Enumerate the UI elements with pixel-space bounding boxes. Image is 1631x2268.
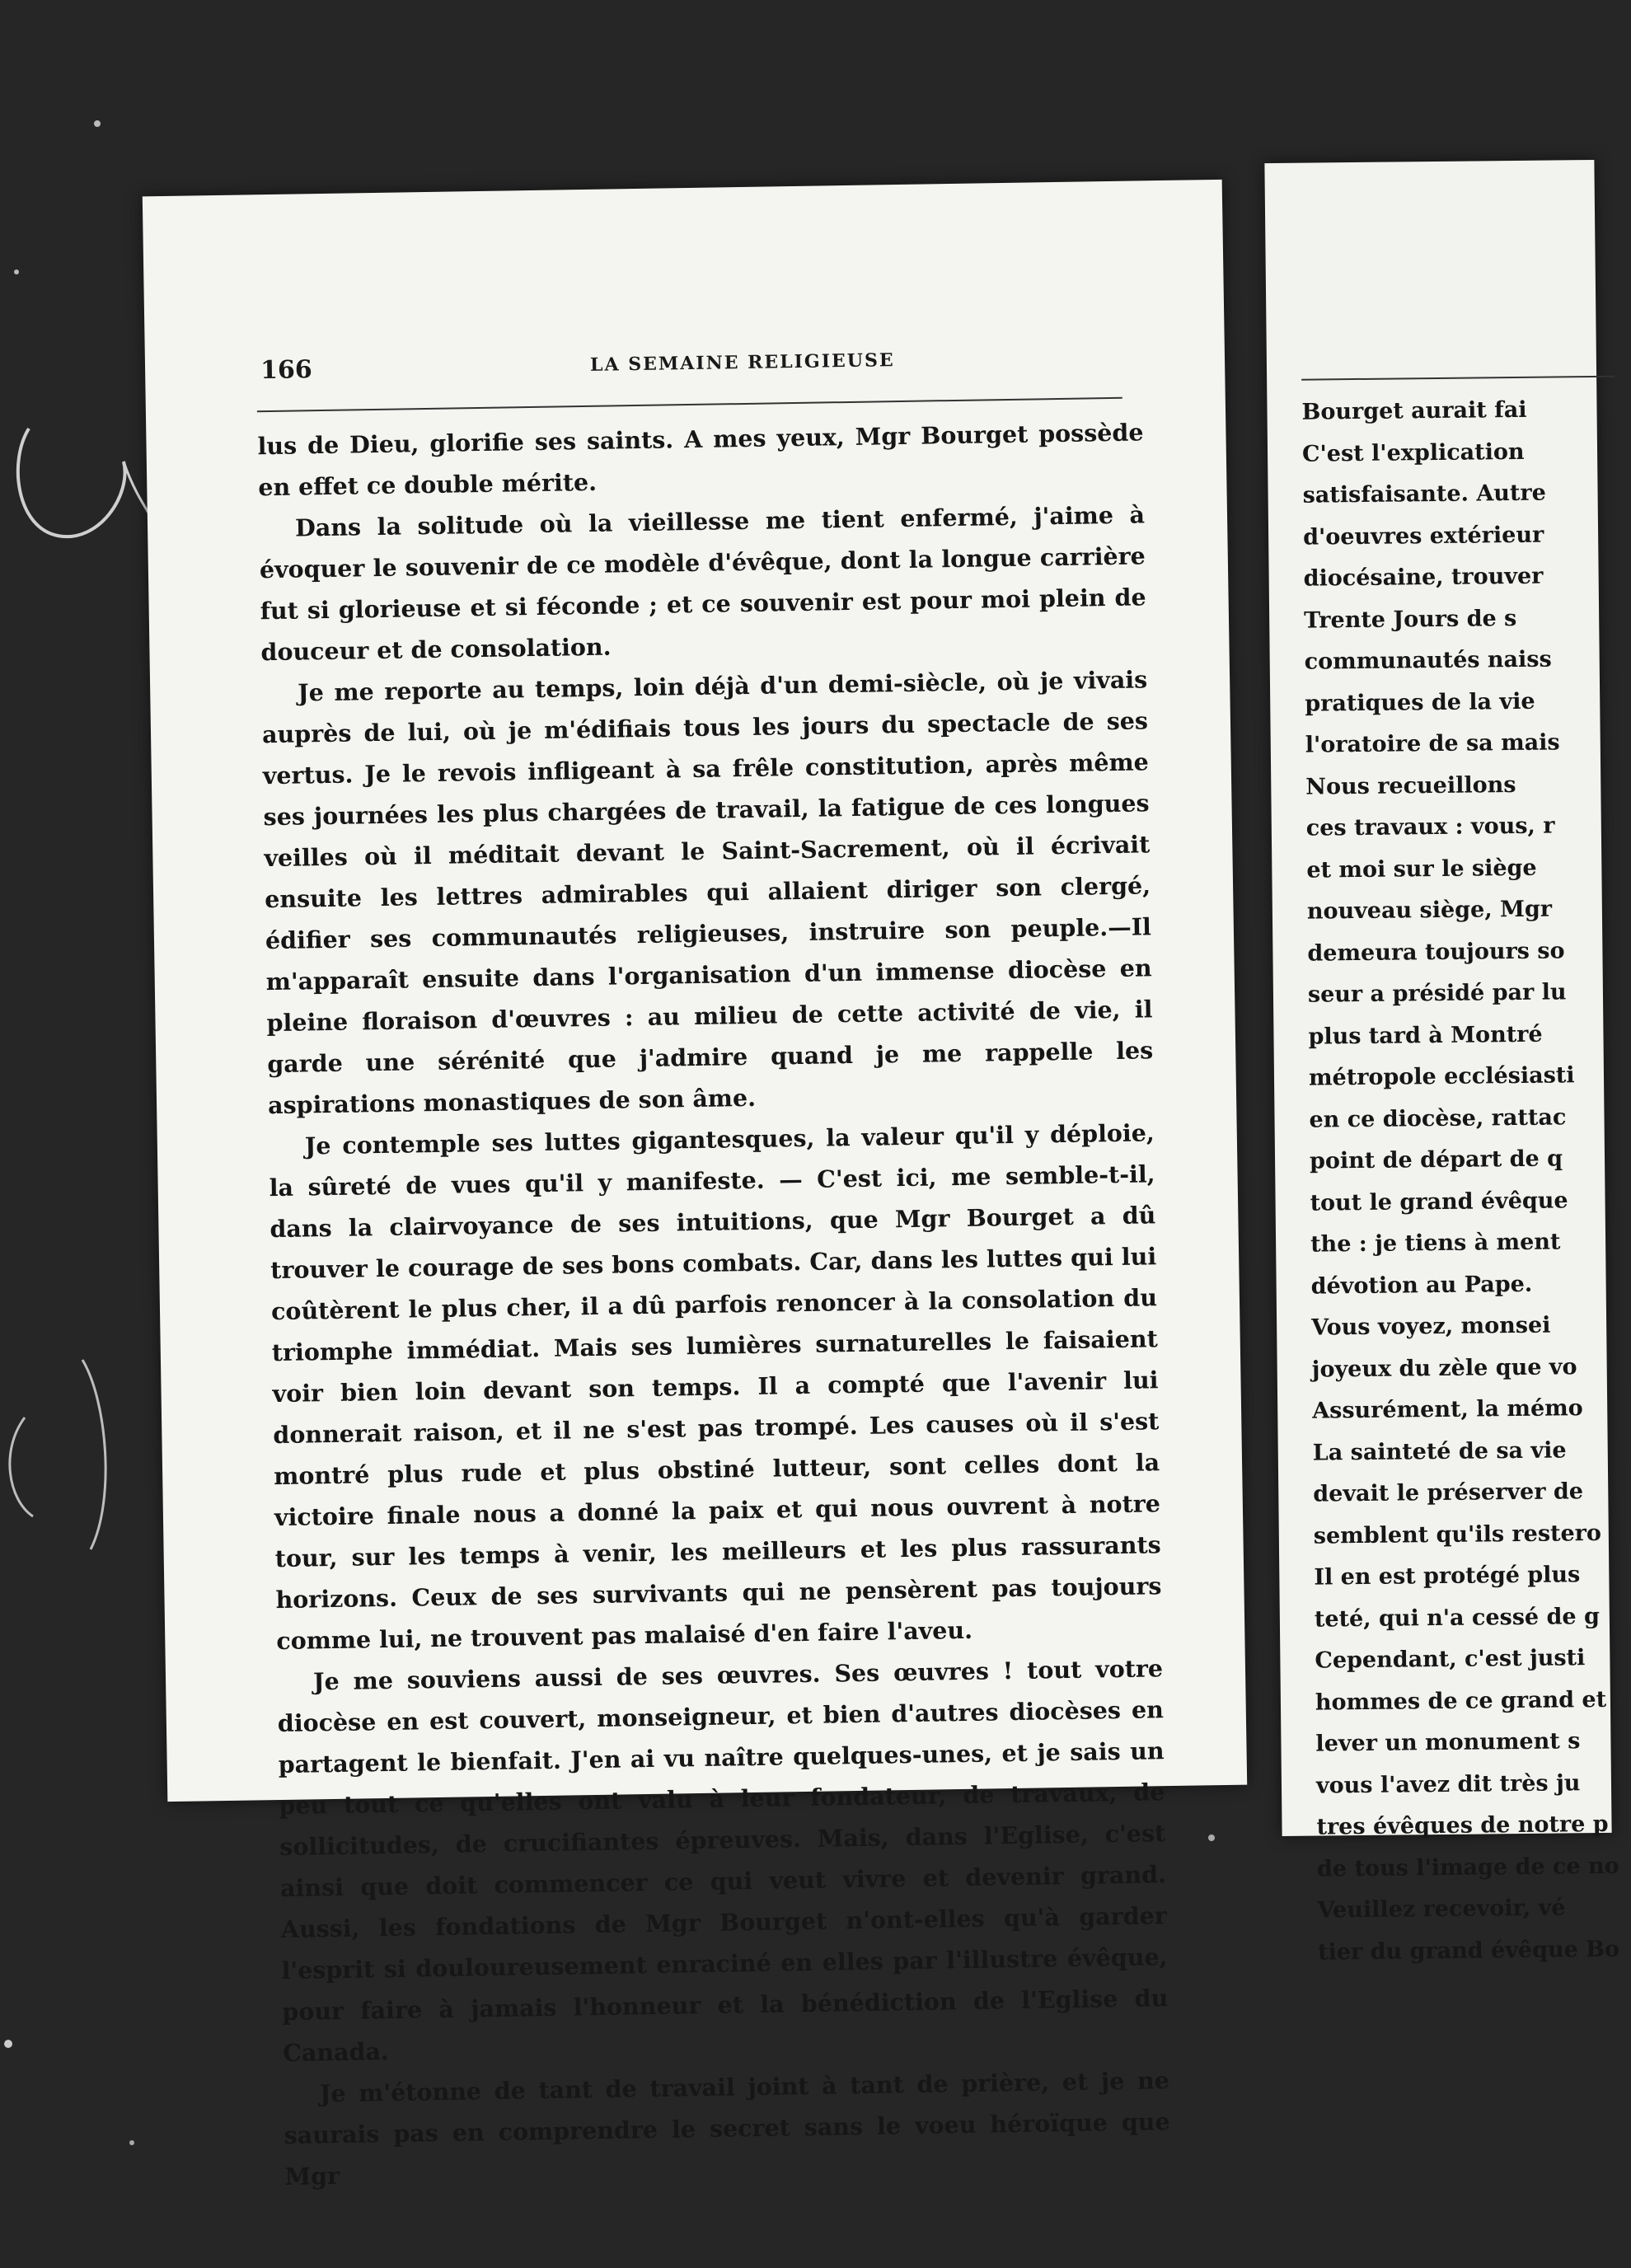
text-line: C'est l'explication [1301, 438, 1525, 467]
text-line: satisfaisante. Autre [1302, 480, 1546, 508]
text-line: d'oeuvres extérieur [1302, 522, 1544, 551]
text-line: point de départ de q [1309, 1146, 1563, 1174]
body-text [257, 411, 1171, 2197]
paragraph-memories: Je me reporte au temps, loin déjà d'un demi-siècle, où je vivais auprès de lui, où je m'édifiais tous les jours du spectacle de ses vertus. Je le revois infligeant à sa frêle constitution, après même ses journées les plus chargées de travail, la fatigue de ces longues veilles où il méditait devant le Saint-Sacrement, où il écrivait ensuite les lettres admirables qui allaient diriger son clergé, édifier ses communautés religieuses, instruire son peuple.—Il m'apparaît ensuite dans l'organisation d'un immense diocèse en pleine floraison d'œuvres : au milieu de cette activité de vie, il garde une sérénité que j'admire quand je me rappelle les aspirations monastiques de son âme. [261, 665, 1154, 1120]
text-line: nouveau siège, Mgr [1306, 896, 1553, 925]
text-line: l'oratoire de sa mais [1305, 729, 1560, 758]
text-line: demeura toujours so [1307, 937, 1565, 967]
text-line: dévotion au Pape. [1310, 1271, 1533, 1300]
paragraph-prayer: Je m'étonne de tant de travail joint à tant de prière, et je ne saurais pas en comprendre le secret sans le voeu héroïque que Mgr [284, 2066, 1170, 2191]
text-line: semblent qu'ils restero [1313, 1520, 1602, 1549]
text-line: tier du grand évêque Bo [1317, 1936, 1620, 1966]
text-line: vous l'avez dit très ju [1315, 1769, 1581, 1799]
text-line: de tous l'image de ce no [1316, 1853, 1619, 1882]
paragraph-struggles: Je contemple ses luttes gigantesques, la valeur qu'il y déploie, la sûreté de vues qu'il y manifeste. — C'est ici, me semble-t-il, dans la clairvoyance de ses intuitions, que Mgr Bourget a dû trouver le courage de ses bons combats. Car, dans les luttes qui lui coûtèrent le plus cher, il a dû parfois renoncer à la consolation du triomphe immédiat. Mais ses lumières surnaturelles le faisaient voir bien loin devant son temps. Il a compté que l'avenir lui donnerait raison, et il ne s'est pas trompé. Les causes où il s'est montré plus rude et plus obstiné lutteur, sont celles dont la victoire finale nous a donné la paix et qui nous ouvrent à notre tour, sur les temps à venir, les meilleurs et les plus rassurants horizons. Ceux de ses survivants qui ne pensèrent pas toujours comme lui, ne trouvent pas malaisé d'en faire l'aveu. [269, 1118, 1162, 1656]
text-line: Il en est protégé plus [1314, 1562, 1581, 1591]
text-line: hommes de ce grand et [1315, 1686, 1607, 1716]
right-page-text [1301, 389, 1631, 1974]
left-page [143, 180, 1247, 2191]
text-line: Trente Jours de s [1304, 605, 1517, 634]
page-number: 166 [260, 355, 313, 386]
right-page [1264, 160, 1620, 1966]
text-line: La sainteté de sa vie [1312, 1436, 1567, 1466]
text-line: Vous voyez, monsei [1311, 1312, 1551, 1341]
text-line: joyeux du zèle que vo [1311, 1353, 1577, 1383]
text-line: métropole ecclésiasti [1308, 1062, 1575, 1091]
text-line: et moi sur le siège [1306, 855, 1537, 883]
text-line: devait le préserver de [1313, 1478, 1584, 1507]
text-line: lever un monument s [1315, 1728, 1581, 1757]
text-line: teté, qui n'a cessé de g [1314, 1603, 1601, 1633]
header-rule [1301, 376, 1615, 381]
text-line: seur a présidé par lu [1307, 979, 1567, 1008]
text-line: Nous recueillons [1305, 771, 1516, 800]
text-line: Cependant, c'est justi [1315, 1645, 1586, 1674]
text-line: ces travaux : vous, r [1305, 813, 1555, 841]
text-line: diocésaine, trouver [1303, 563, 1544, 592]
paragraph-continued: lus de Dieu, glorifie ses saints. A mes yeux, Mgr Bourget possède en effet ce double mérite. [257, 418, 1144, 502]
header-rule [257, 397, 1122, 412]
text-line: communautés naiss [1304, 646, 1552, 675]
text-line: Veuillez recevoir, vé [1317, 1895, 1566, 1924]
paragraph-solitude: Dans la solitude où la vieillesse me tient enfermé, j'aime à évoquer le souvenir de ce modèle d'évêque, dont la longue carrière fut si glorieuse et si féconde ; et ce souvenir est pour moi plein de douceur et de consolation. [259, 500, 1146, 667]
text-line: the : je tiens à ment [1310, 1229, 1561, 1258]
running-head: LA SEMAINE RELIGIEUSE [589, 349, 895, 376]
text-line: tout le grand évêque [1310, 1187, 1568, 1216]
text-line: Bourget aurait fai [1301, 396, 1527, 425]
text-line: plus tard à Montré [1308, 1021, 1543, 1050]
paragraph-works: Je me souviens aussi de ses œuvres. Ses œuvres ! tout votre diocèse en est couvert, monseigneur, et bien d'autres diocèses en partagent le bienfait. J'en ai vu naître quelques-unes, et je sais un peu tout ce qu'elles ont valu à leur fondateur, de travaux, de sollicitudes, de crucifiantes épreuves. Mais, dans l'Eglise, c'est ainsi que doit commencer ce qui veut vivre et devenir grand. Aussi, les fondations de Mgr Bourget n'ont-elles qu'à garder l'esprit si douloureusement enraciné en elles par l'illustre évêque, pour faire à jamais l'honneur et la bénédiction de l'Eglise du Canada. [277, 1654, 1169, 2068]
text-line: en ce diocèse, rattac [1309, 1104, 1567, 1133]
text-line: tres évêques de notre p [1316, 1811, 1609, 1840]
text-line: Assurément, la mémo [1312, 1395, 1583, 1424]
text-line: pratiques de la vie [1305, 688, 1535, 717]
